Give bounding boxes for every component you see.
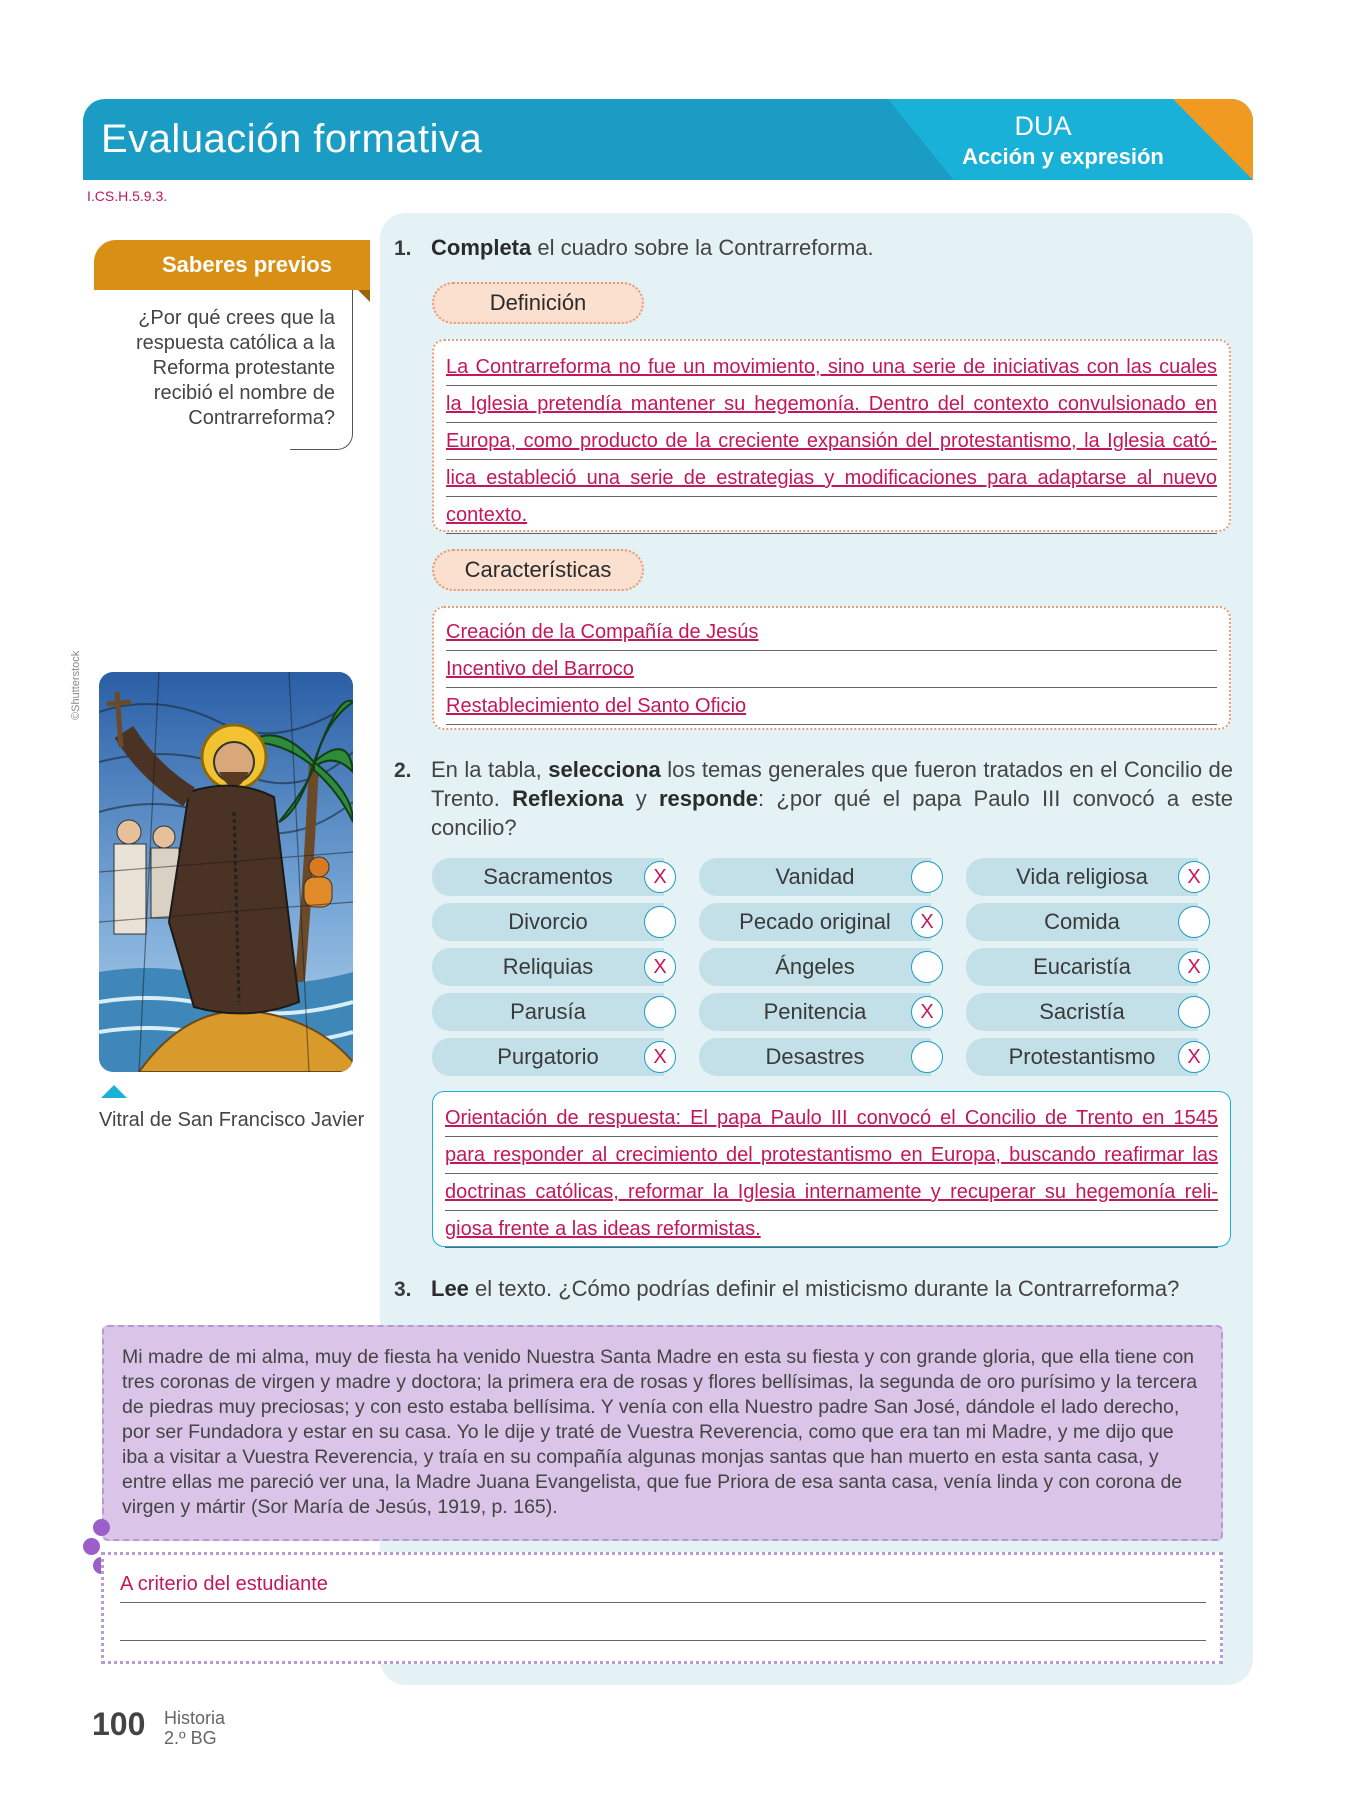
saberes-previos-tab: Saberes previos [94,240,370,290]
characteristics-box [432,606,1231,730]
topic-checkbox[interactable]: X [1178,861,1210,893]
q2-answer-line[interactable]: Orientación de respuesta: El papa Paulo III convocó el Concilio de Trento en 1545 [445,1100,1218,1137]
saberes-question: ¿Por qué crees que la respuesta católica a la Reforma protestante recibió el nombre de Contrarreforma? [135,307,335,429]
section-title: Evaluación formativa [101,117,483,161]
q2-number: 2. [394,759,412,782]
topic-checkbox[interactable] [644,906,676,938]
topic-divorcio[interactable]: Divorcio [432,903,664,941]
q1-prompt: Completa el cuadro sobre la Contrarreforma. [431,235,874,260]
topic-checkbox[interactable] [1178,996,1210,1028]
topic-protestantismo[interactable]: Protestantismo X [966,1038,1198,1076]
topic-checkbox[interactable] [644,996,676,1028]
q2-prompt: En la tabla, selecciona los temas generales que fueron tratados en el Concilio de Trento. Reflexiona y responde: ¿por qué el papa Paulo III convocó a este concilio? [431,757,1234,840]
characteristics-label: Características [432,549,644,591]
topic-angeles[interactable]: Ángeles [699,948,931,986]
topic-sacristia[interactable]: Sacristía [966,993,1198,1031]
definition-box [432,339,1231,532]
characteristic-line[interactable]: Incentivo del Barroco [446,651,1217,688]
topic-checkbox[interactable] [1178,906,1210,938]
topic-checkbox[interactable] [911,861,943,893]
page-number: 100 [92,1706,146,1742]
subject-name: Historia [164,1708,226,1728]
topic-parusia[interactable]: Parusía [432,993,664,1031]
topic-checkbox[interactable]: X [644,951,676,983]
q3-answer-box [101,1552,1223,1664]
topic-vanidad[interactable]: Vanidad [699,858,931,896]
q2-answer-line[interactable]: para responder al crecimiento del protestantismo en Europa, buscando reafirmar las [445,1137,1218,1174]
image-caption: Vitral de San Francisco Javier [99,1109,365,1131]
topic-comida[interactable]: Comida [966,903,1198,941]
reading-text: Mi madre de mi alma, muy de fiesta ha venido Nuestra Santa Madre en esta su fiesta y con grande gloria, que ella tiene con tres coronas de virgen y madre y doctora; la primera era de rosas y flores bellísimas, la segunda de oro purísimo y la tercera de piedras muy preciosas; y con esto estaba bellísima. Y venía con ella Nuestro padre San José, dándole el lado derecho, por ser Fundadora y estar en su casa. Yo le dije y traté de Vuestra Reverencia, como que era tan mi Madre, y me dijo que iba a visitar a Vuestra Reverencia, y traía en su compañía algunas monjas santas que han muerto en esta santa casa, y entre ellas me pareció ver una, la Madre Juana Evangelista, que fue Priora de esa santa casa, venía linda y con corona de virgen y mártir (Sor María de Jesús, 1919, p. 165). [102,1325,1223,1541]
topic-desastres[interactable]: Desastres [699,1038,931,1076]
q3-prompt: Lee el texto. ¿Cómo podrías definir el misticismo durante la Contrarreforma? [431,1276,1180,1301]
topic-checkbox[interactable]: X [1178,1041,1210,1073]
definition-line[interactable]: la Iglesia pretendía mantener su hegemonía. Dentro del contexto convulsionado en [446,386,1217,423]
topic-purgatorio[interactable]: Purgatorio X [432,1038,664,1076]
topic-eucaristia[interactable]: Eucaristía X [966,948,1198,986]
topic-pecado-original[interactable]: Pecado original X [699,903,931,941]
q2-answer-box [432,1091,1231,1247]
q2-answer-line[interactable]: giosa frente a las ideas reformistas. [445,1211,1218,1248]
footer-subject [164,1708,225,1748]
curriculum-indicator: I.CS.H.5.9.3. [87,188,168,204]
definition-label: Definición [432,282,644,324]
definition-line[interactable]: Europa, como producto de la creciente expansión del protestantismo, la Iglesia cató- [446,423,1217,460]
q3-answer-line[interactable]: A criterio del estudiante [120,1567,1206,1603]
dua-subtitle: Acción y expresión [962,144,1164,169]
q3-answer-line-blank[interactable] [120,1605,1206,1641]
stained-glass-image [99,672,353,1072]
topic-sacramentos[interactable]: Sacramentos X [432,858,664,896]
topic-checkbox[interactable]: X [644,861,676,893]
topic-reliquias[interactable]: Reliquias X [432,948,664,986]
caption-arrow-icon [101,1085,127,1098]
topic-penitencia[interactable]: Penitencia X [699,993,931,1031]
q1-number: 1. [394,237,412,260]
characteristic-line[interactable]: Restablecimiento del Santo Oficio [446,688,1217,725]
section-header [83,99,1253,180]
topic-checkbox[interactable]: X [1178,951,1210,983]
topic-checkbox[interactable] [911,1041,943,1073]
topic-checkbox[interactable]: X [644,1041,676,1073]
grade-label: 2.º BG [164,1728,217,1748]
topic-vida-religiosa[interactable]: Vida religiosa X [966,858,1198,896]
definition-line[interactable]: contexto. [446,497,1217,534]
dua-label: DUA [1014,111,1072,141]
characteristic-line[interactable]: Creación de la Compañía de Jesús [446,614,1217,651]
topic-checkbox[interactable]: X [911,906,943,938]
definition-line[interactable]: lica estableció una serie de estrategias y modificaciones para adaptarse al nuevo [446,460,1217,497]
q2-answer-line[interactable]: doctrinas católicas, reformar la Iglesia internamente y recuperar su hegemonía reli- [445,1174,1218,1211]
q3-number: 3. [394,1278,412,1301]
photo-credit: ©Shutterstock [70,650,82,720]
definition-line[interactable]: La Contrarreforma no fue un movimiento, sino una serie de iniciativas con las cuales [446,349,1217,386]
topic-checkbox[interactable]: X [911,996,943,1028]
topic-checkbox[interactable] [911,951,943,983]
